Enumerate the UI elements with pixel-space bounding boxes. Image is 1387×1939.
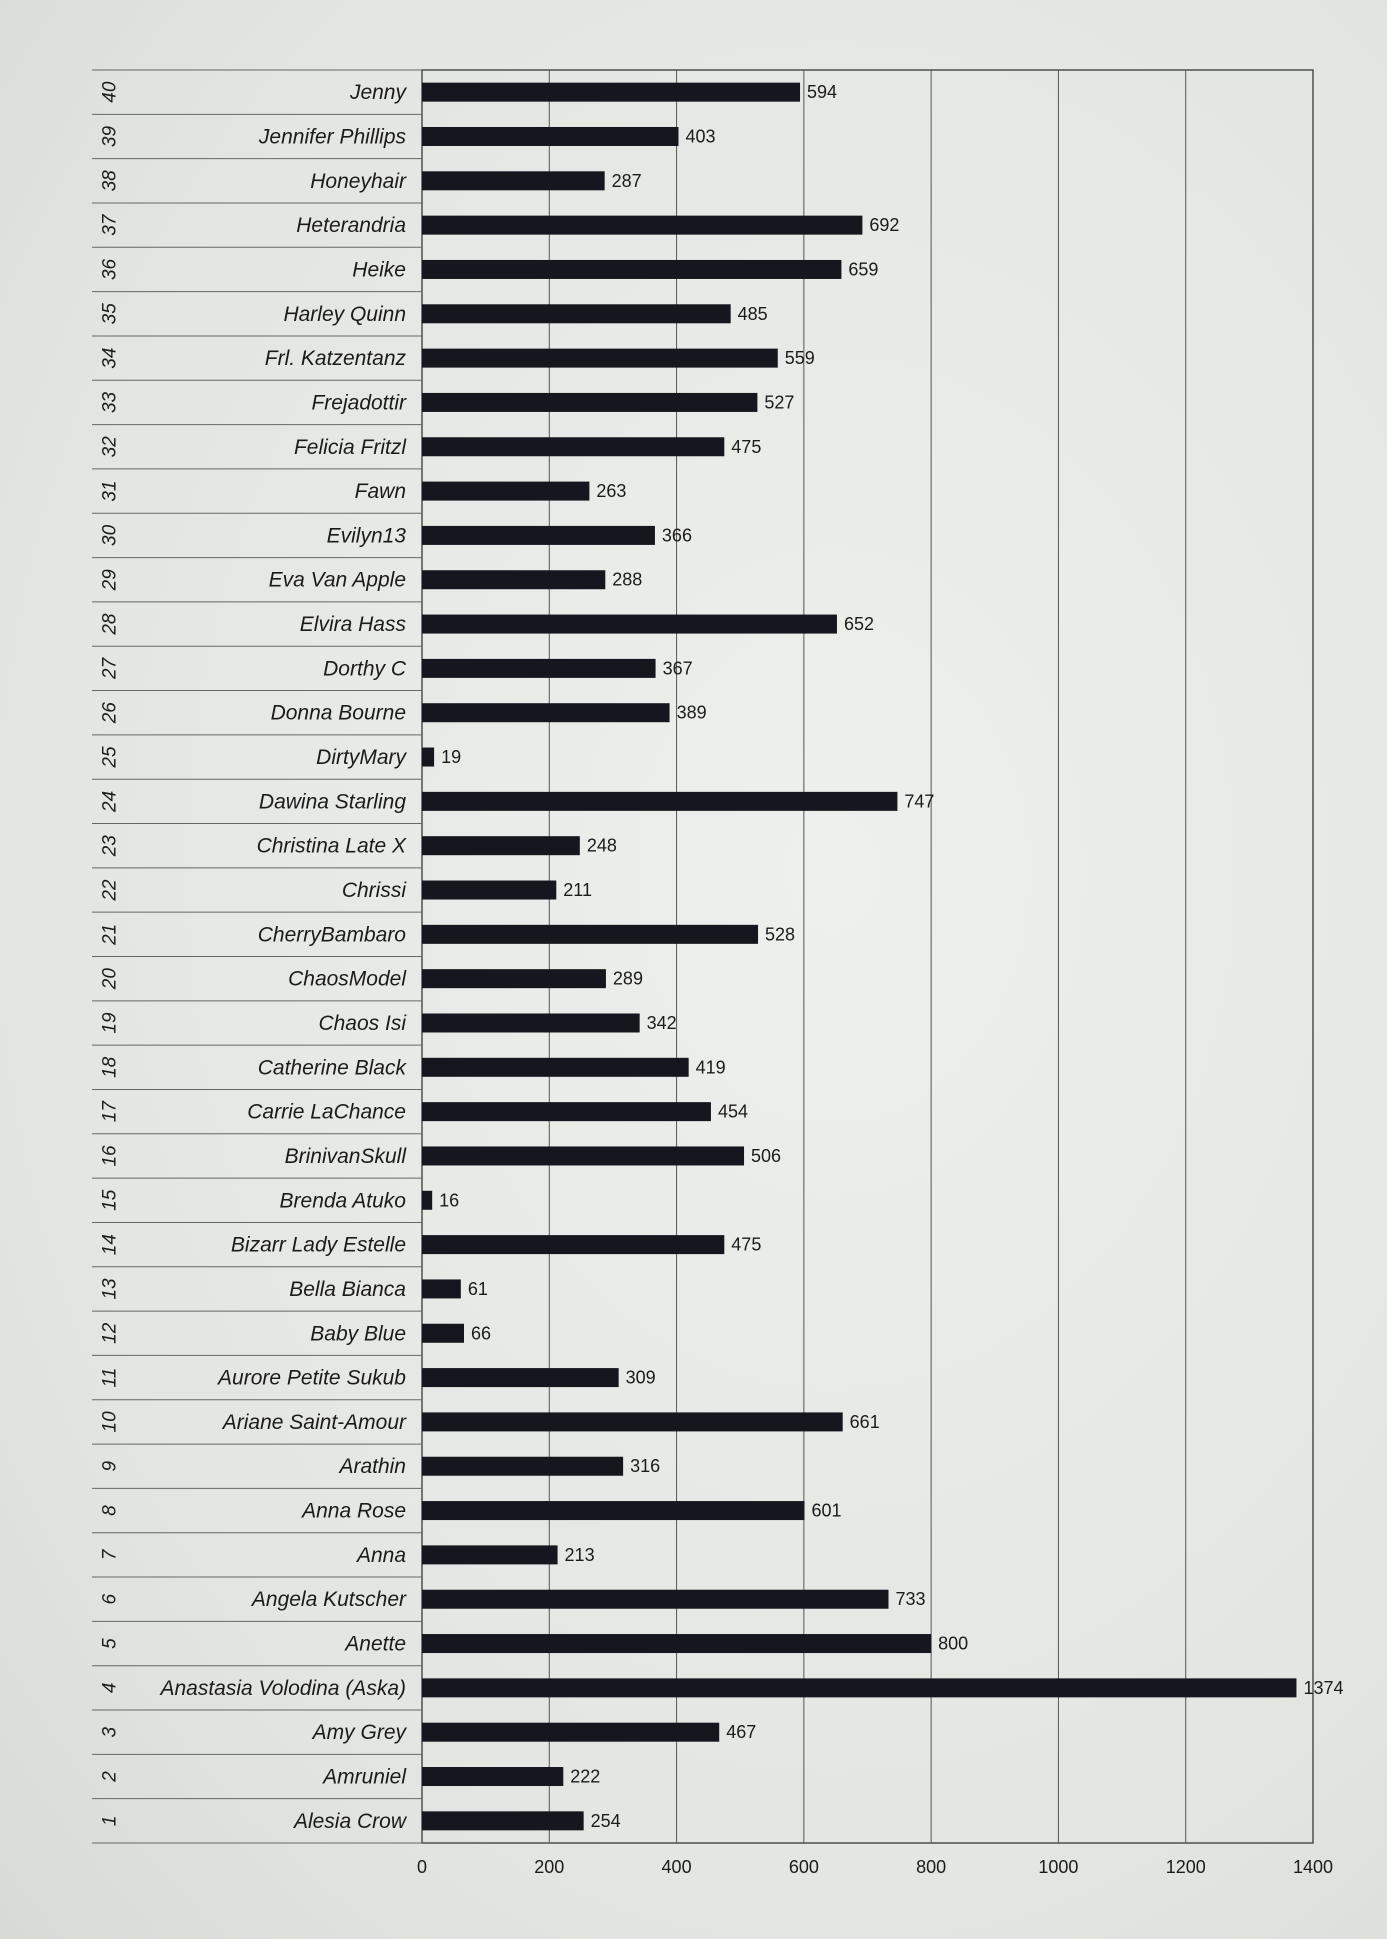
value-label: 316	[630, 1456, 661, 1477]
rank-label: 22	[99, 879, 121, 901]
bar	[422, 925, 758, 944]
value-label: 366	[661, 525, 692, 546]
bar	[422, 1501, 804, 1520]
value-label: 485	[737, 303, 768, 324]
value-label: 475	[731, 1234, 762, 1255]
category-label: Anastasia Volodina (Aska)	[160, 1676, 406, 1700]
x-tick-label: 400	[661, 1857, 692, 1877]
bar	[422, 437, 724, 456]
value-label: 659	[848, 259, 879, 280]
x-tick-label: 200	[534, 1857, 565, 1877]
bar	[422, 304, 731, 323]
rank-label: 30	[99, 524, 121, 546]
rank-label: 2	[99, 1771, 121, 1782]
category-label: Heterandria	[296, 214, 406, 238]
value-label: 222	[570, 1766, 601, 1787]
rank-label: 9	[99, 1460, 121, 1472]
rank-label: 15	[99, 1189, 121, 1211]
bar	[422, 659, 656, 678]
category-label: BrinivanSkull	[284, 1144, 406, 1168]
rank-label: 13	[99, 1278, 121, 1300]
bar	[422, 1279, 461, 1298]
category-label: Evilyn13	[326, 524, 406, 548]
rank-label: 32	[99, 436, 121, 458]
bar	[422, 260, 841, 279]
rank-labels	[100, 81, 121, 1826]
category-label: Baby Blue	[310, 1322, 406, 1346]
bar	[422, 570, 605, 589]
rank-label: 21	[99, 923, 121, 945]
value-label: 287	[611, 170, 642, 191]
rank-label: 24	[99, 790, 121, 812]
category-label: Honeyhair	[310, 169, 406, 193]
value-label: 527	[764, 392, 795, 413]
value-label: 254	[590, 1810, 621, 1831]
category-label: Chaos Isi	[318, 1011, 406, 1035]
value-label: 419	[695, 1057, 726, 1078]
gridlines	[549, 70, 1185, 1843]
value-label: 661	[849, 1411, 880, 1432]
rank-label: 12	[99, 1322, 121, 1344]
rank-label: 35	[99, 303, 121, 325]
value-label: 288	[612, 569, 643, 590]
rank-label: 1	[99, 1815, 121, 1827]
value-label: 652	[843, 614, 874, 635]
category-label: DirtyMary	[316, 746, 406, 770]
value-label: 747	[904, 791, 935, 812]
value-label: 213	[564, 1544, 595, 1565]
x-tick-label: 1000	[1038, 1857, 1079, 1877]
category-label: Bella Bianca	[289, 1277, 406, 1301]
x-tick-label: 1400	[1292, 1857, 1334, 1877]
category-label: Brenda Atuko	[279, 1189, 406, 1213]
rank-label: 27	[99, 657, 121, 679]
value-label: 454	[717, 1101, 748, 1122]
bars	[422, 83, 1296, 1831]
value-label: 601	[811, 1500, 842, 1521]
bar	[422, 1324, 464, 1343]
category-label: Donna Bourne	[270, 701, 406, 725]
rank-label: 33	[99, 391, 121, 414]
bar	[422, 881, 556, 900]
bar	[422, 1723, 719, 1742]
rank-label: 37	[99, 214, 121, 236]
bar	[422, 127, 678, 146]
category-label: Carrie LaChance	[247, 1100, 406, 1124]
bar	[422, 1013, 640, 1032]
value-label: 61	[467, 1278, 488, 1299]
bar	[422, 1590, 889, 1609]
plot-area-frame	[422, 70, 1313, 1843]
rank-label: 31	[99, 480, 121, 502]
value-label: 1374	[1303, 1677, 1344, 1698]
bar	[422, 1191, 432, 1210]
category-label: Heike	[352, 258, 406, 282]
rank-label: 8	[99, 1505, 121, 1516]
value-label: 19	[441, 747, 462, 768]
row-dividers	[92, 70, 422, 1843]
x-tick-label: 1200	[1165, 1857, 1206, 1877]
category-label: Harley Quinn	[283, 302, 406, 326]
bar	[422, 1811, 584, 1830]
rank-label: 26	[99, 702, 121, 724]
bar	[422, 703, 670, 722]
x-axis-ticks	[417, 1857, 1333, 1877]
value-label: 733	[895, 1589, 926, 1610]
bar	[422, 526, 655, 545]
bar	[422, 1368, 619, 1387]
bar	[422, 171, 605, 190]
bar	[422, 1235, 724, 1254]
bar	[422, 969, 606, 988]
bar	[422, 83, 800, 102]
category-label: ChaosModel	[288, 967, 406, 991]
value-label: 289	[612, 968, 643, 989]
rank-label: 36	[99, 258, 121, 281]
category-label: Christina Late X	[256, 834, 406, 858]
category-label: Jennifer Phillips	[258, 125, 406, 149]
value-label: 367	[662, 658, 693, 679]
category-label: Anna Rose	[302, 1499, 406, 1523]
category-label: Jenny	[349, 81, 406, 105]
rank-label: 25	[99, 746, 121, 768]
chart-frame	[422, 70, 1313, 1843]
category-label: Frl. Katzentanz	[264, 347, 406, 371]
category-label: Dawina Starling	[258, 790, 406, 814]
rank-label: 6	[99, 1593, 121, 1605]
value-labels	[439, 82, 1343, 1831]
category-label: Elvira Hass	[299, 613, 406, 637]
bar	[422, 836, 580, 855]
value-label: 342	[646, 1012, 677, 1033]
bar	[422, 1146, 744, 1165]
value-label: 594	[807, 82, 838, 103]
bar	[422, 393, 757, 412]
value-label: 559	[784, 348, 815, 369]
value-label: 475	[731, 436, 762, 457]
bar	[422, 748, 434, 767]
bar	[422, 1102, 711, 1121]
bar	[422, 349, 778, 368]
bar	[422, 615, 837, 634]
bar	[422, 482, 589, 501]
value-label: 211	[563, 880, 592, 901]
x-tick-label: 600	[788, 1857, 819, 1877]
rank-label: 7	[99, 1549, 121, 1561]
bar	[422, 216, 862, 235]
category-label: CherryBambaro	[257, 923, 406, 947]
rank-label: 5	[99, 1638, 121, 1649]
value-label: 66	[471, 1323, 492, 1344]
rank-label: 10	[99, 1411, 121, 1433]
category-label: Dorthy C	[323, 657, 406, 681]
bar	[422, 1545, 558, 1564]
category-label: Chrissi	[341, 879, 406, 903]
value-label: 692	[869, 215, 900, 236]
category-label: Amy Grey	[312, 1721, 406, 1745]
category-label: Frejadottir	[311, 391, 406, 415]
category-label: Anna	[356, 1543, 406, 1567]
rank-label: 18	[99, 1056, 121, 1078]
bar	[422, 1634, 931, 1653]
rank-label: 16	[99, 1145, 121, 1167]
category-label: Alesia Crow	[293, 1809, 406, 1833]
value-label: 16	[439, 1190, 460, 1211]
category-label: Anette	[345, 1632, 406, 1656]
bar	[422, 1412, 843, 1431]
value-label: 467	[726, 1722, 757, 1743]
rank-label: 34	[99, 347, 121, 369]
value-label: 403	[685, 126, 716, 147]
rank-label: 40	[99, 81, 121, 103]
rank-label: 38	[99, 170, 121, 192]
category-label: Felicia Fritzl	[293, 435, 406, 459]
value-label: 506	[751, 1145, 782, 1166]
bar	[422, 1767, 563, 1786]
bar	[422, 1457, 623, 1476]
bar	[422, 1678, 1296, 1697]
category-label: Ariane Saint-Amour	[222, 1410, 406, 1434]
value-label: 263	[596, 481, 627, 502]
category-label: Aurore Petite Sukub	[218, 1366, 406, 1390]
rank-label: 20	[99, 968, 121, 990]
value-label: 800	[938, 1633, 969, 1654]
category-label: Arathin	[339, 1455, 406, 1479]
value-label: 528	[765, 924, 796, 945]
category-label: Angela Kutscher	[251, 1588, 406, 1612]
value-label: 309	[625, 1367, 656, 1388]
rank-label: 39	[99, 125, 121, 148]
category-label: Eva Van Apple	[268, 568, 406, 592]
category-label: Amruniel	[323, 1765, 406, 1789]
x-tick-label: 0	[416, 1857, 428, 1877]
rank-label: 23	[99, 835, 121, 857]
rank-label: 14	[99, 1234, 121, 1256]
category-label: Bizarr Lady Estelle	[230, 1233, 406, 1257]
category-label: Catherine Black	[257, 1056, 406, 1080]
rank-label: 3	[99, 1726, 121, 1738]
rank-label: 29	[99, 569, 121, 591]
rank-label: 11	[99, 1367, 121, 1388]
bar	[422, 1058, 689, 1077]
bar	[422, 792, 897, 811]
rank-label: 19	[99, 1012, 121, 1034]
category-label: Fawn	[354, 480, 406, 504]
rank-label: 28	[99, 613, 121, 635]
value-label: 248	[586, 835, 617, 856]
value-label: 389	[676, 702, 707, 723]
rank-label: 17	[99, 1101, 121, 1123]
rank-label: 4	[99, 1682, 121, 1694]
x-tick-label: 800	[916, 1857, 947, 1877]
